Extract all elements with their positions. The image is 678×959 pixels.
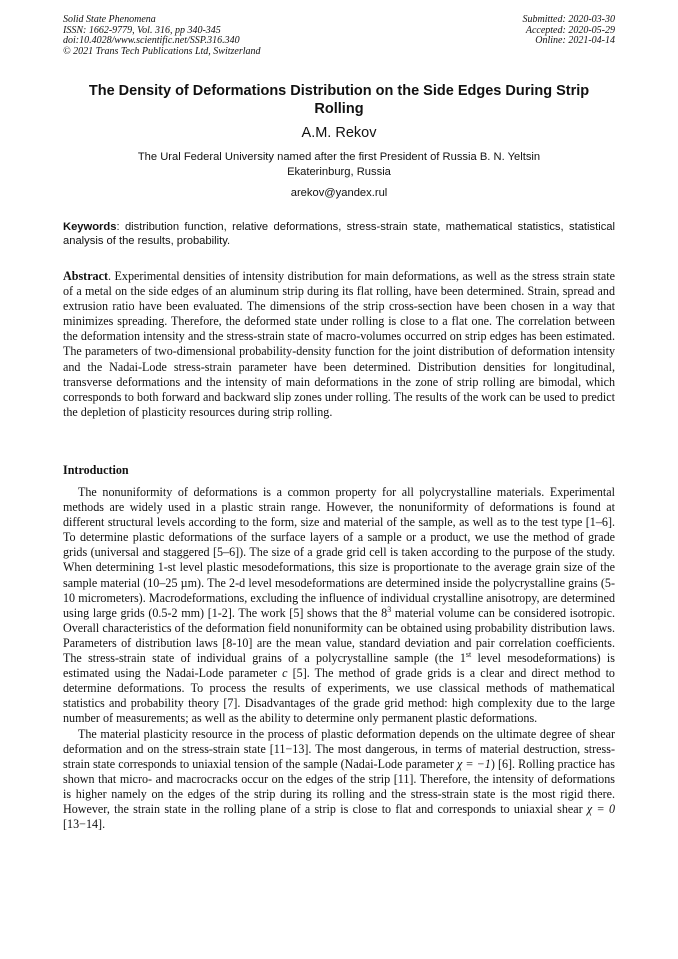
journal-name: Solid State Phenomena <box>63 14 156 25</box>
intro-p1-text-d: [5]. The method of grade grids is a clear and direct method to determine deformations. To process the results of experiments, we use classical methods of mathematical statistics and probability theory [7]. Disadvantages of the grade grid method: high complexity due to the large number of measurements; as well as the ability to determine only permanent plastic deformations. <box>63 666 615 726</box>
intro-p1-text-a: The nonuniformity of deformations is a common property for all polycrystalline materials. Experimental methods are widely used in a plastic strain range. However, the nonuniformity of deformations is found at different structural levels according to the form, size and material of the sample, as well as to the test type [1–6]. To determine plastic deformations of the surface layers of a sample or a product, we use the method of grade grids (universal and staggered [5–6]). The size of a grade grid cell is taken according to the purpose of the study. When determining 1-st level plastic mesodeformations, this size is proportionate to the average grain size of the sample material (10–25 µm). The 2-d level mesodeformations are determined inside the polycrystalline grains (5-10 micrometers). Macrodeformations, excluding the influence of individual crystalline anisotropy, are determined using large grids (0.5-2 mm) [1-2]. The work [5] shows that the 8 <box>63 485 615 620</box>
affiliation <box>63 150 615 179</box>
journal-copyright: © 2021 Trans Tech Publications Ltd, Switzerland <box>63 45 261 57</box>
intro-paragraph-1 <box>63 485 615 727</box>
intro-p1-sup-a: 3 <box>387 604 392 614</box>
intro-p1-text-b: material volume can be considered isotropic. Overall characteristics of the deformation field nonuniformity can be obtained using probability distribution laws. Parameters of distribution laws [8-10] are the mean value, standard deviation and pair correlation coefficients. The stress-strain state of individual grains of a polycrystalline sample (the 1 <box>63 605 615 666</box>
paper-title: The Density of Deformations Distribution on the Side Edges During Strip Rolling <box>88 83 590 117</box>
affiliation-line-2: Ekaterinburg, Russia <box>287 165 391 178</box>
abstract-label: Abstract <box>63 269 109 283</box>
journal-doi[interactable]: doi:10.4028/www.scientific.net/SSP.316.340 <box>63 35 240 47</box>
nadai-lode-symbol: c <box>282 666 288 681</box>
equation-chi-minus-one: χ = −1 <box>456 756 491 771</box>
keywords-text: : distribution function, relative deformations, stress-strain state, mathematical statistics, statistical analysis of the results, probability. <box>63 221 615 248</box>
accepted-date: Accepted: 2020-05-29 <box>525 24 615 36</box>
intro-p2-text-a: The material plasticity resource in the process of plastic deformation depends on the ultimate degree of shear deformation and on the stress-strain state [11−13]. The most dangerous, in terms of material destruction, stress-strain state corresponds to uniaxial tension of the sample (Nadai-Lode parameter <box>63 726 615 771</box>
keywords-label: Keywords <box>63 221 117 233</box>
journal-issn: ISSN: 1662-9779, Vol. 316, pp 340-345 <box>63 24 221 36</box>
introduction-heading: Introduction <box>63 463 129 477</box>
submitted-date: Submitted: 2020-03-30 <box>522 14 615 25</box>
introduction-body <box>63 485 615 832</box>
intro-p2-text-b: ) [6]. Rolling practice has shown that micro- and macrocracks occur on the edges of the strip [11]. Therefore, the intensity of deformations is higher namely on the edges of the strip during its rolling and the stress-strain state is the most rigid there. However, the strain state in the rolling plane of a strip is close to flat and corresponds to uniaxial shear <box>63 756 616 816</box>
abstract-section <box>63 269 615 420</box>
abstract-text: . Experimental densities of intensity distribution for main deformations, as well as the stress strain state of a metal on the side edges of an aluminum strip during its flat rolling, have been determined. Strain, spread and extrusion ratio have been evaluated. The dimensions of the strip cross-section have been chosen in a way that minimizes spreading. Therefore, the deformed state under rolling is close to a flat one. The correlation between the deformation intensity and the stress-strain state of macro-volumes occurred on strip edges has been estimated. The parameters of two-dimensional probability-density function for the joint distribution of deformation intensity and the Nadai-Lode stress-strain parameter have been determined. Distribution densities for longitudinal, transverse deformations and the intensity of main deformations in the zone of strip rolling are bimodal, which corresponds to both forward and backward slip zones under rolling. The results of the work can be used to predict the depletion of plasticity resources during strip rolling. <box>63 269 615 419</box>
equation-chi-zero: χ = 0 <box>586 801 615 816</box>
online-date: Online: 2021-04-14 <box>535 35 615 47</box>
intro-paragraph-2 <box>63 727 615 833</box>
dates-info <box>523 15 616 47</box>
journal-info <box>63 15 261 57</box>
keywords-section <box>63 220 615 249</box>
intro-p2-text-c: [13−14]. <box>63 817 106 832</box>
affiliation-line-1: The Ural Federal University named after the first President of Russia B. N. Yeltsin <box>137 151 541 163</box>
author-email[interactable]: arekov@yandex.rul <box>290 187 388 199</box>
intro-p1-text-c: level mesodeformations) is estimated using the Nadai-Lode parameter <box>63 651 615 681</box>
intro-p1-sup-b: st <box>465 650 472 659</box>
author-name: A.M. Rekov <box>301 125 377 141</box>
